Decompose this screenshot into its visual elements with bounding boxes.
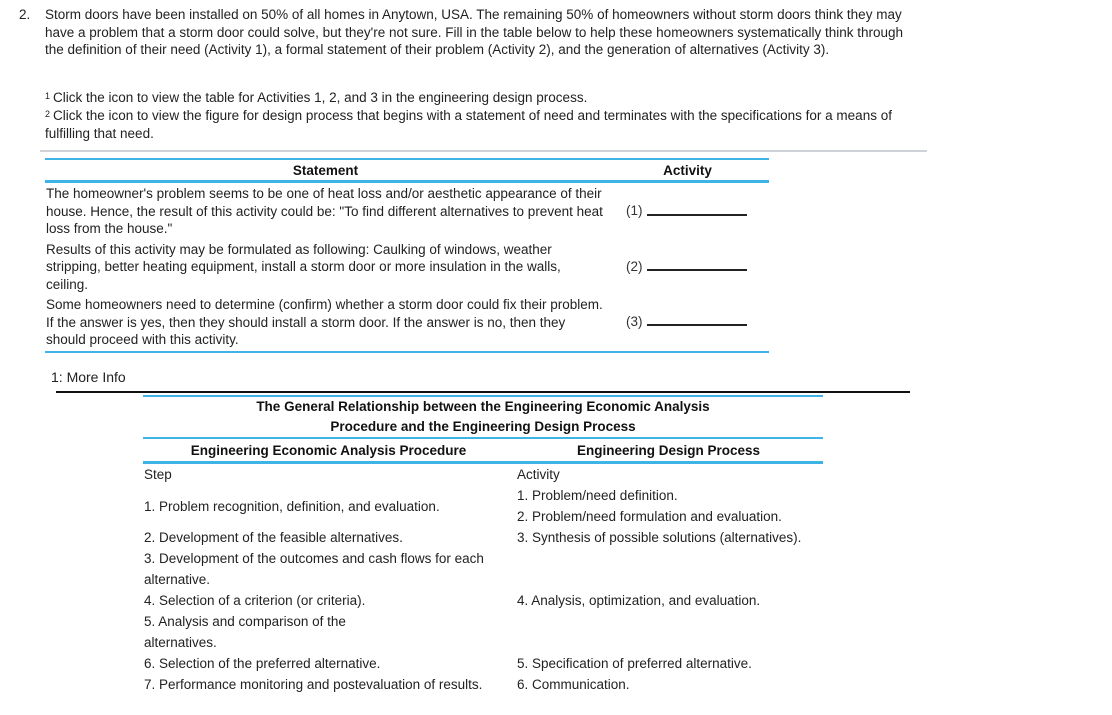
step-cell: 7. Performance monitoring and postevaluation of results. <box>144 677 483 692</box>
blank-label: (2) <box>626 258 643 274</box>
blank-label: (3) <box>626 313 643 329</box>
activity-cell <box>514 611 823 653</box>
activity-subheader: Activity <box>517 467 560 482</box>
answer-blank-3[interactable] <box>647 324 747 326</box>
step-subheader: Step <box>144 467 172 482</box>
step-text: 5. Analysis and comparison of the alternatives. <box>144 614 346 650</box>
activity-cell: 6. Communication. <box>517 677 630 692</box>
statement-cell: Results of this activity may be formulated as following: Caulking of windows, weather stripping, better heating equipment, install a storm door or more insulation in the walls, ceiling. <box>46 241 561 292</box>
activity-cell <box>514 485 823 527</box>
table-caption <box>143 396 823 438</box>
caption-line-1: The General Relationship between the Engineering Economic Analysis <box>256 399 710 414</box>
answer-blank-2[interactable] <box>647 269 747 271</box>
procedure-header: Engineering Economic Analysis Procedure <box>143 438 514 463</box>
statement-header: Statement <box>45 159 606 182</box>
answer-blank-1[interactable] <box>647 214 747 216</box>
more-info-title: 1: More Info <box>51 369 126 385</box>
blank-label: (1) <box>626 203 643 219</box>
table-row <box>45 294 769 352</box>
step-cell: 3. Development of the outcomes and cash flows for each alternative. <box>144 551 484 587</box>
step-cell: 6. Selection of the preferred alternative. <box>144 656 381 671</box>
statement-cell: The homeowner's problem seems to be one of heat loss and/or aesthetic appearance of their house. Hence, the result of this activity could be: "To find different alternatives to prevent heat loss from the house." <box>46 186 603 236</box>
table-row <box>143 527 823 548</box>
footnote-1[interactable] <box>45 89 905 107</box>
question-text: Storm doors have been installed on 50% of all homes in Anytown, USA. The remaining 50% of homeowners without storm doors think they may have a problem that a storm door could solve, but they're not sure. Fill in the table below to help these homeowners systematically think through the definition of their need (Activity 1), a formal statement of their problem (Activity 2), and the generation of alternatives (Activity 3). <box>45 7 904 57</box>
activity-header: Activity <box>606 159 769 182</box>
activity-cell <box>606 294 769 352</box>
caption-line-2: Procedure and the Engineering Design Process <box>330 419 636 434</box>
activity-cell: 3. Synthesis of possible solutions (alternatives). <box>517 530 802 545</box>
table-row <box>45 182 769 239</box>
table-row <box>143 590 823 611</box>
table-row <box>143 548 823 590</box>
activity-cell: 4. Analysis, optimization, and evaluation. <box>517 593 761 608</box>
step-cell: 2. Development of the feasible alternatives. <box>144 530 403 545</box>
activity-cell <box>606 182 769 239</box>
footnote-marker: 1 <box>45 91 51 101</box>
footnotes <box>45 89 905 143</box>
step-cell: 4. Selection of a criterion (or criteria). <box>144 593 366 608</box>
table-row <box>143 611 823 653</box>
step-cell <box>143 611 514 653</box>
activity-line: 2. Problem/need formulation and evaluation. <box>517 509 782 524</box>
footnote-text: Click the icon to view the table for Activities 1, 2, and 3 in the engineering design process. <box>53 90 588 105</box>
footnote-2[interactable] <box>45 107 905 143</box>
table-row <box>143 463 823 486</box>
activity-cell: 5. Specification of preferred alternative. <box>517 656 752 671</box>
table-row <box>143 674 823 695</box>
section-divider <box>40 150 927 152</box>
table-row <box>143 485 823 527</box>
more-info-divider <box>56 391 910 393</box>
footnote-marker: 2 <box>45 109 51 119</box>
design-process-header: Engineering Design Process <box>514 438 823 463</box>
footnote-text: Click the icon to view the figure for design process that begins with a statement of need and terminates with the specifications for a means of fulfilling that need. <box>45 108 892 141</box>
relationship-table <box>143 395 823 695</box>
statement-cell: Some homeowners need to determine (confirm) whether a storm door could fix their problem. If the answer is yes, then they should install a storm door. If the answer is no, then they should proceed with this activity. <box>45 294 606 352</box>
question-number: 2. <box>19 7 31 22</box>
activity-line: 1. Problem/need definition. <box>517 488 678 503</box>
table-row <box>143 653 823 674</box>
step-cell: 1. Problem recognition, definition, and evaluation. <box>144 498 440 514</box>
activity-cell <box>606 239 769 295</box>
activity-cell <box>514 548 823 590</box>
activity-table <box>45 158 769 353</box>
table-row <box>45 239 769 295</box>
